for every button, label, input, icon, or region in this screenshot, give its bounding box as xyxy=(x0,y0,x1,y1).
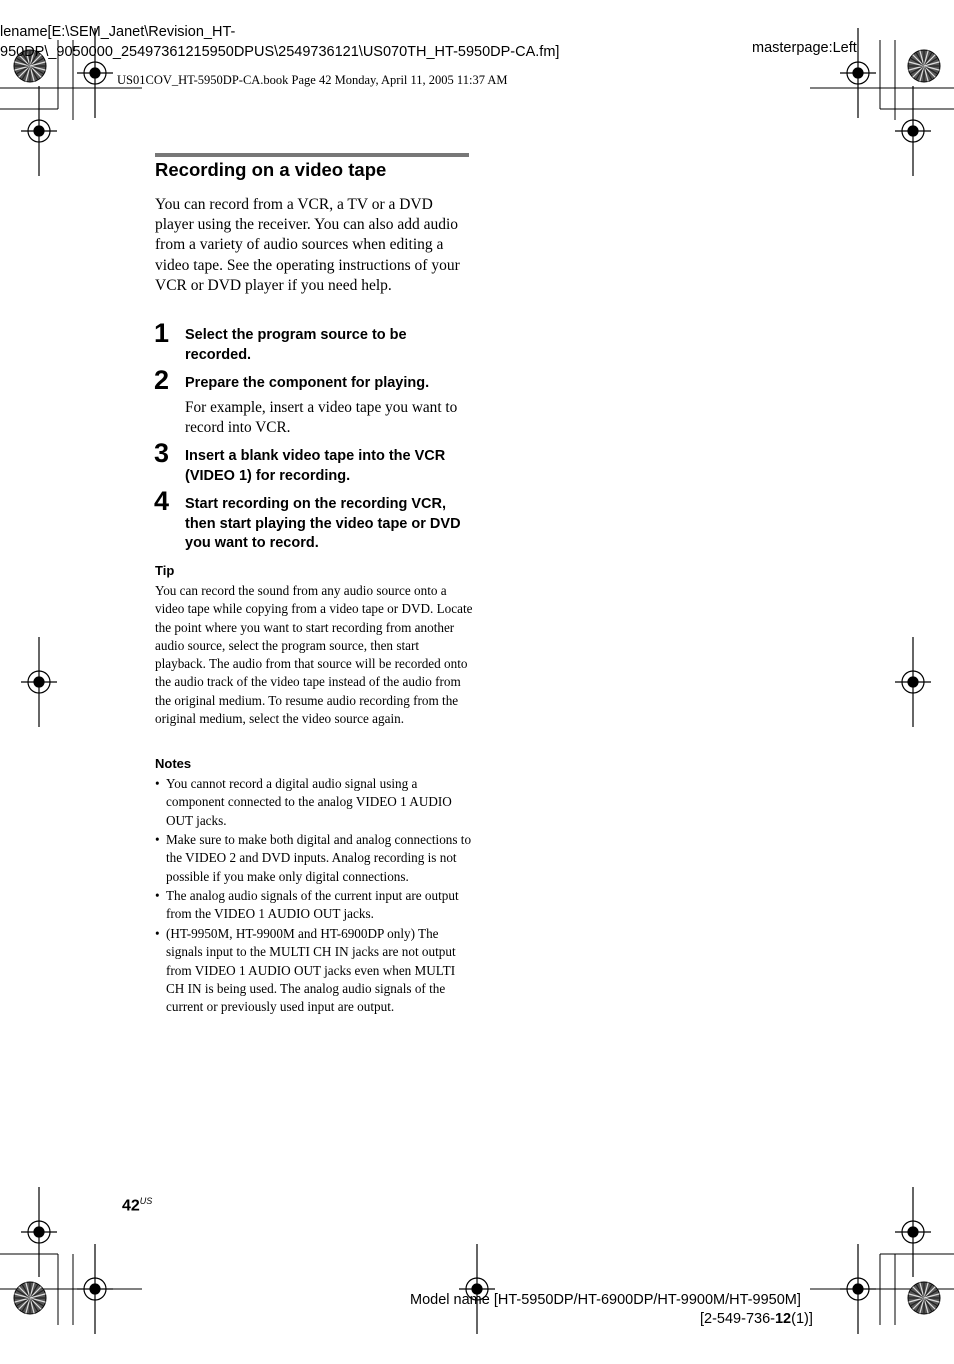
crosshair-target-icon xyxy=(21,86,57,176)
intro-paragraph: You can record from a VCR, a TV or a DVD player using the receiver. You can also add audio from a variety of audio sources when editing a video tape. See the operating instructions of your VCR or DVD player if you need help. xyxy=(155,196,460,294)
crosshair-target-icon xyxy=(895,637,931,727)
step-1-number: 1 xyxy=(154,318,170,348)
crosshair-target-icon xyxy=(77,1244,113,1334)
note-item: • The analog audio signals of the current input are output from the VIDEO 1 AUDIO OUT jacks. xyxy=(155,888,459,922)
section-title: Recording on a video tape xyxy=(155,159,387,180)
page-number: $42^{US}$ xyxy=(122,1196,153,1215)
step-1-text: Select the program source to be recorded. xyxy=(185,327,407,363)
step-4-text: Start recording on the recording VCR, then start playing the video tape or DVD you want to record. xyxy=(185,496,461,551)
bullet-icon: • xyxy=(155,776,160,791)
starburst-registration-icon xyxy=(14,1282,46,1314)
tip-heading: Tip xyxy=(155,563,175,578)
starburst-registration-icon xyxy=(908,1282,940,1314)
header-masterpage: masterpage:Left xyxy=(752,40,857,56)
header-filename-line2: 950DP\_9050000_25497361215950DPUS\2549736121\US070TH_HT-5950DP-CA.fm] xyxy=(0,44,560,60)
tip-text: You can record the sound from any audio source onto a video tape while copying from a video tape or DVD. Locate the point where you want to start recording from another audio source, select the program source, then start playback. The audio from that source will be recorded onto the audio track of the video tape instead of the audio from the original medium. To resume audio recording from the original medium, select the video source again. xyxy=(155,583,473,727)
crosshair-target-icon xyxy=(895,86,931,176)
step-2-body: For example, insert a video tape you want to record into VCR. xyxy=(185,399,458,436)
crosshair-target-icon xyxy=(21,637,57,727)
crosshair-target-icon xyxy=(895,1187,931,1277)
note-item: • You cannot record a digital audio signal using a component connected to the analog VIDEO 1 AUDIO OUT jacks. xyxy=(155,776,452,828)
title-rule xyxy=(155,153,469,157)
step-2-number: 2 xyxy=(154,365,170,395)
header-filename xyxy=(0,22,559,62)
crosshair-target-icon xyxy=(840,1244,876,1334)
footer-part-code: [2-549-736-12(1)] xyxy=(700,1311,813,1327)
crosshair-target-icon xyxy=(459,1244,495,1334)
notes-heading: Notes xyxy=(155,756,192,771)
bullet-icon: • xyxy=(155,925,160,941)
note-item: • (HT-9950M, HT-9900M and HT-6900DP only) The signals input to the MULTI CH IN jacks are not output from VIDEO 1 AUDIO OUT jacks even when MULTI CH IN is being used. The analog audio signals of the current or previously used input are output. xyxy=(155,925,456,1015)
crosshair-target-icon xyxy=(21,1187,57,1277)
starburst-registration-icon xyxy=(908,50,940,82)
step-2-text: Prepare the component for playing. xyxy=(185,375,430,391)
footer-model-name: Model name [HT-5950DP/HT-6900DP/HT-9900M/HT-9950M] xyxy=(410,1292,801,1308)
note-item: • Make sure to make both digital and analog connections to the VIDEO 2 and DVD inputs. Analog recording is not possible if you make only digital connections. xyxy=(155,832,472,884)
header-book-info: US01COV_HT-5950DP-CA.book Page 42 Monday, April 11, 2005 11:37 AM xyxy=(117,73,508,87)
bullet-icon: • xyxy=(155,888,160,904)
step-4-number: 4 xyxy=(154,486,170,516)
header-filename-line1: lename[E:\SEM_Janet\Revision_HT- xyxy=(0,24,236,40)
step-3-number: 3 xyxy=(154,438,170,468)
bullet-icon: • xyxy=(155,832,160,848)
notes-list xyxy=(155,775,473,1018)
page-number-suffix: US xyxy=(139,1196,153,1206)
step-3-text: Insert a blank video tape into the VCR (VIDEO 1) for recording. xyxy=(185,448,446,484)
